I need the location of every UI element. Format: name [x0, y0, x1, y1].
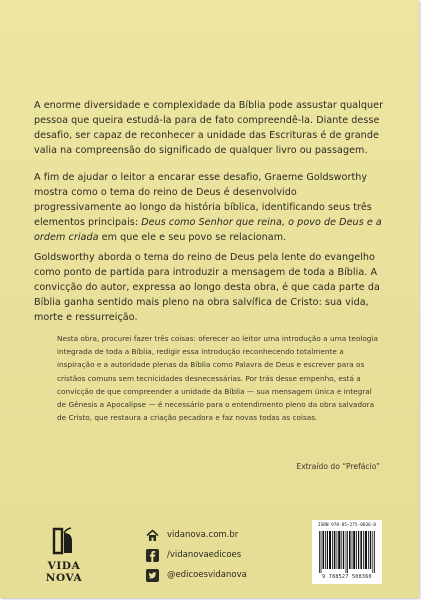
book-leaf-logo-icon [52, 527, 74, 555]
facebook-icon [146, 549, 159, 562]
barcode-digits: 9 788527 508360 [322, 574, 372, 580]
barcode [312, 520, 382, 584]
paragraph-3: Goldsworthy aborda o tema do reino de Deus pela lente do evangelho como ponto de partida para introduzir a mensagem de toda a Bíblia. A convicção do autor, expressa ao longo desta obra, é que cada parte da Bíblia ganha sentido mais pleno na obra salvífica de Cristo: sua vida, morte e ressurreição. [34, 252, 380, 323]
contact-website[interactable] [146, 526, 306, 544]
twitter-text: @edicoesvidanova [167, 570, 247, 580]
contact-list [146, 526, 306, 586]
paragraph-2 [34, 170, 386, 245]
paragraph-2-tail: em que ele e seu povo se relacionam. [98, 232, 287, 243]
home-icon [146, 529, 159, 542]
twitter-icon [146, 569, 159, 582]
quote-source: Extraído do “Prefácio” [296, 462, 380, 471]
publisher-logo [28, 527, 100, 583]
website-text: vidanova.com.br [167, 530, 239, 540]
isbn-label: ISBN 978-85-275-0836-0 [317, 523, 377, 528]
publisher-name: VIDA NOVA [45, 560, 83, 584]
paragraph-1: A enorme diversidade e complexidade da Bíblia pode assustar qualquer pessoa que queira estudá-la para de fato compreendê-la. Diante desse desafio, ser capaz de reconhecer a unidade das Escrituras é de grande valia na compreensão do significado de qualquer livro ou passagem. [34, 100, 384, 156]
paragraph-2-italic: Deus como Senhor que reina, o povo de Deus e a ordem criada [34, 217, 382, 243]
preface-quote: Nesta obra, procurei fazer três coisas: oferecer ao leitor uma introdução a uma teologia integrada de toda a Bíblia, redigir essa introdução reconhecendo totalmente a inspiração e a autoridade plenas da Bíblia como Palavra de Deus e escrever para os cristãos comuns sem tecnicidades desnecessárias. Por trás desse empenho, está a convicção de que compreender a unidade da Bíblia — sua mensagem única e integral de Gênesis a Apocalipse — é necessário para o entendimento pleno da obra salvadora de Cristo, que restaura a criação pecadora e faz novas todas as coisas. [57, 334, 378, 423]
paragraph-2-lead: A fim de ajudar o leitor a encarar esse desafio, Graeme Goldsworthy mostra como o tema do reino de Deus é desenvolvido progressivamente ao longo da história bíblica, identificando seus três elementos principais: [34, 172, 372, 228]
barcode-bars [318, 531, 376, 573]
contact-facebook[interactable] [146, 546, 306, 564]
facebook-text: /vidanovaedicoes [167, 550, 242, 560]
contact-twitter[interactable] [146, 566, 306, 584]
